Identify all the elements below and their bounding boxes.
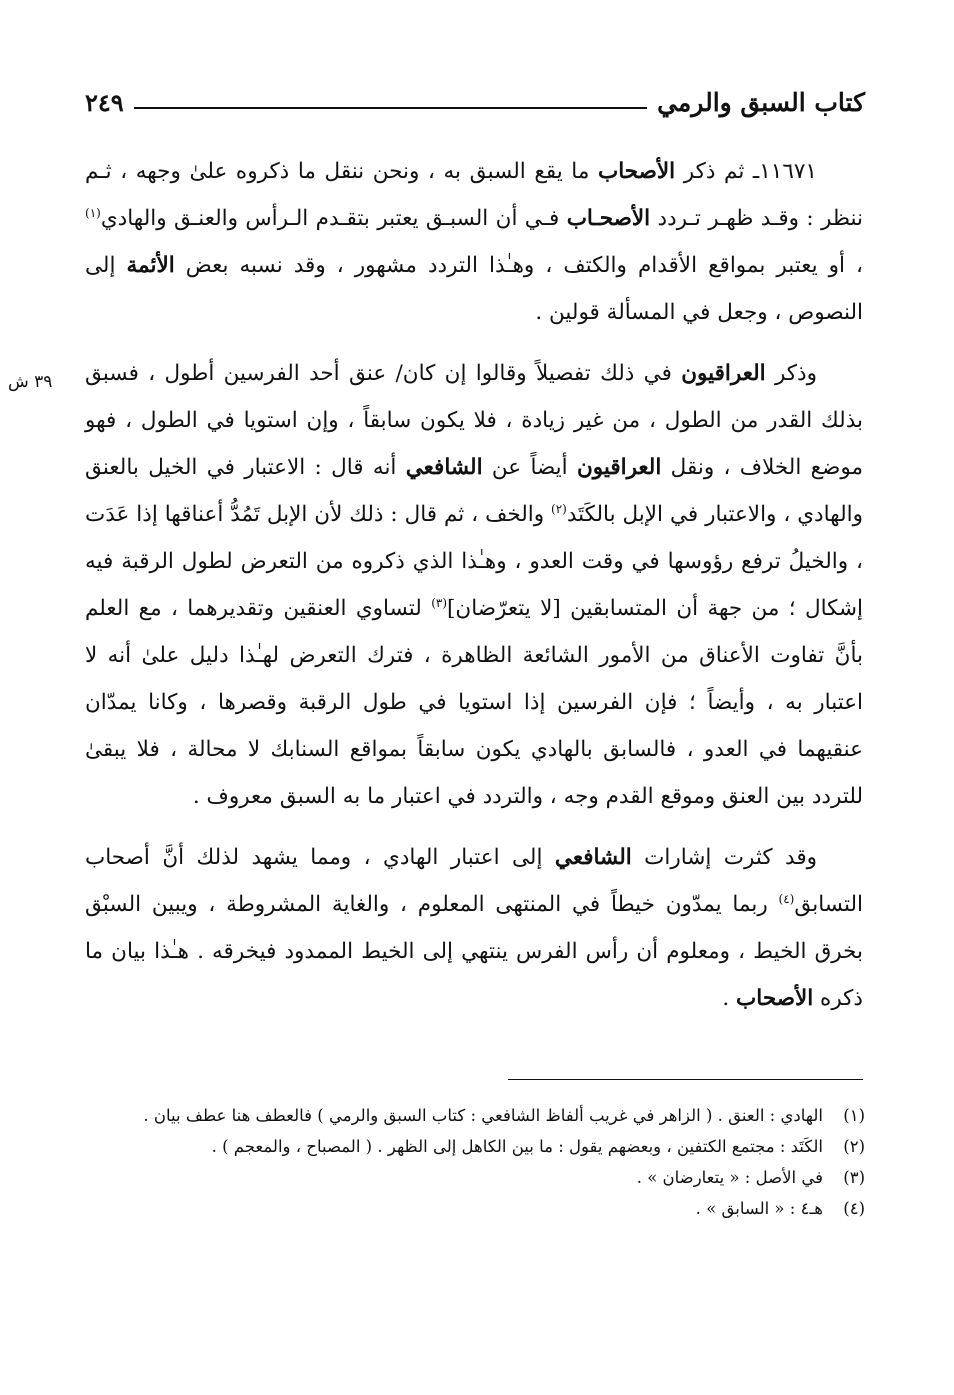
paragraph-1: ١١٦٧١ـ ثم ذكر الأصحاب ما يقع السبق به ، ونحن ننقل ما ذكروه علىٰ وجهه ، ثـم ننظر : وقـد ظهـر تـردد الأصحـاب فـي أن السبـق يعتبر بتقـدم الـرأس والعنـق والهادي$^{(١)}$ ، أو يعتبر بمواقع الأقدام والكتف ، وهـٰذا التردد مشهور ، وقد نسبه بعض الأئمة إلى النصوص ، وجعل في المسألة قولين .: [85, 159, 864, 325]
main-text: [85, 148, 863, 1022]
footnote-text: هـ٤ : « السابق » .: [695, 1199, 823, 1218]
footnote-text: الهادي : العنق . ( الزاهر في غريب ألفاظ الشافعي : كتاب السبق والرمي ) فالعطف هنا عطف بيان .: [143, 1106, 823, 1125]
margin-folio-note: ٣٩ ش: [8, 372, 53, 392]
header-rule: [134, 107, 647, 109]
paragraph-2: وذكر العراقيون في ذلك تفصيلاً وقالوا إن كان/ عنق أحد الفرسين أطول ، فسبق بذلك القدر من الطول ، من غير زيادة ، فلا يكون سابقاً ، وإن استويا في الطول ، فهو موضع الخلاف ، ونقل العراقيون أيضاً عن الشافعي أنه قال : الاعتبار في الخيل بالعنق والهادي ، والاعتبار في الإبل بالكَتَد$^{(٢)}$ والخف ، ثم قال : ذلك لأن الإبل تَمُدُّ أعناقها إذا عَدَت ، والخيلُ ترفع رؤوسها في وقت العدو ، وهـٰذا الذي ذكروه من التعرض لطول الرقبة فيه إشكال ؛ من جهة أن المتسابقين [لا يتعرّضان]$^{(٣)}$ لتساوي العنقين وتقديرهما ، مع العلم بأنَّ تفاوت الأعناق من الأمور الشائعة الظاهرة ، فترك التعرض لهـٰذا دليل علىٰ أنه لا اعتبار به ، وأيضاً ؛ فإن الفرسين إذا استويا في طول الرقبة وقصرها ، وكانا يمدّان عنقيهما في العدو ، فالسابق بالهادي يكون سابقاً بمواقع السنابك لا محالة ، فلا يبقىٰ للتردد بين العنق وموقع القدم وجه ، والتردد في اعتبار ما به السبق معروف .: [85, 361, 864, 809]
footnote-separator: [508, 1079, 863, 1080]
footnote-number: (٤): [843, 1199, 865, 1218]
footnote-ref-3: (٣): [431, 595, 448, 610]
footnote-number: (٢): [843, 1137, 865, 1156]
footnote-3: [85, 1162, 865, 1193]
footnote-number: (٣): [843, 1168, 865, 1187]
footnote-ref-1: (١): [85, 205, 101, 220]
page-number: ٢٤٩: [85, 87, 124, 117]
footnote-ref-2: (٢): [551, 501, 567, 516]
running-header: [85, 82, 865, 122]
footnote-ref-4: (٤): [778, 891, 795, 906]
book-title: كتاب السبق والرمي: [657, 87, 865, 117]
footnote-number: (١): [843, 1106, 865, 1125]
footnote-1: [85, 1100, 865, 1131]
footnote-text: في الأصل : « يتعارضان » .: [636, 1168, 823, 1187]
footnote-2: [85, 1131, 865, 1162]
footnote-text: الكَتَد : مجتمع الكتفين ، وبعضهم يقول : ما بين الكاهل إلى الظهر . ( المصباح ، والمعجم ) .: [211, 1137, 823, 1156]
footnote-4: [85, 1193, 865, 1224]
footnotes: [85, 1100, 865, 1224]
paragraph-3: وقد كثرت إشارات الشافعي إلى اعتبار الهادي ، ومما يشهد لذلك أنَّ أصحاب التسابق$^{(٤)}$ ربما يمدّون خيطاً في المنتهى المعلوم ، والغاية المشروطة ، ويبين السبْق بخرق الخيط ، ومعلوم أن رأس الفرس ينتهي إلى الخيط الممدود فيخرقه . هـٰذا بيان ما ذكره الأصحاب .: [85, 845, 863, 1011]
